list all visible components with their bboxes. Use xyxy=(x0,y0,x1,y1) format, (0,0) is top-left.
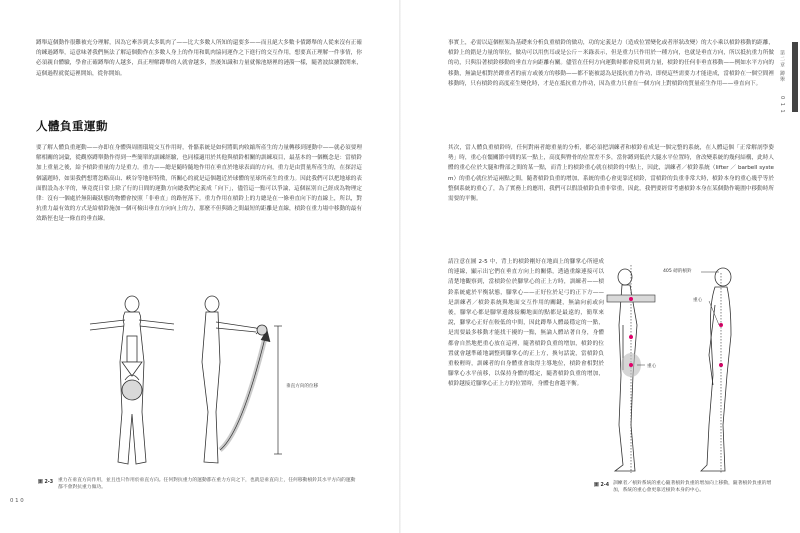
chapter-side-label: 第二章 蹲舉 xyxy=(779,50,785,83)
right-page xyxy=(401,0,800,533)
para-bottom: 請注意在圖 2-5 中，背上的槓鈴剛好在地面上的腳掌心所連成的連線，顯示出它們在垂直方向上的關係，透過重線連接可以清楚地觀察到，當槓鈴位於腳掌心的正上方時，訓練者——槓鈴系統處於平衡狀態，腳掌心——正好位於足弓的正下方——是訓練者／槓鈴系統與地面交互作用的關鍵，無論向前或向後，腳掌心都是腳掌邊緣接觸地面的點都是最遠的，簡單來說，腳掌心正好在較低的中間，因此蹲舉人體最穩定的一點，是需要最多移動才能找干擾的一點，無論人體站著自身，身體都會自然地把重心放在這裡，隨著槓鈴負重的增加，槓鈴的位置就會越準確地調整到腳掌心的正上方，換句話說，當槓鈴負重較輕時，訓練者的自身體重會取得主導地位，槓鈴會相對於腳掌心水平前移，以保持身體的穩定，隨著槓鈴負重的增加，槓鈴越接近腳掌心正上方的位置時，身體也會越平衡。 xyxy=(448,259,604,388)
section-heading: 人體負重運動 xyxy=(36,119,108,133)
figure-number: 圖 2-3 xyxy=(38,480,54,485)
figure-caption: 訓練者／槓鈴系統的重心隨著槓鈴負重的增加向上移動，隨著槓鈴負重的增加，系統的重心會更靠近槓鈴本身的中心。 xyxy=(613,481,772,493)
kettlebell-top xyxy=(257,325,267,335)
intro-paragraph: 蹲舉這個動作很難被充分理解，因為它牽涉到太多肌肉了——比大多數人所知的還要多——而且絕大多數卡債蹲舉的人從來沒有正確的練過蹲舉，這意味著我們無法了解這個動作在多數人身上的作用和肌肉協同運作之下進行的交互作用，想要真正理解一件事情，你必須親自體驗，學會正確蹲舉的人越多，真正理解蹲舉的人就會越多，然後知識和力量就像池塘裡的漣漪一樣，隨著波紋擴散開來，這個過程就從這裡開始，從你開始。 xyxy=(36,40,362,77)
left-page xyxy=(0,0,399,533)
kettlebell xyxy=(122,375,142,400)
figure-number: 圖 2-4 xyxy=(594,483,610,488)
system-cog-dot xyxy=(629,335,633,339)
page-number: 0 1 0 xyxy=(10,498,24,504)
vertical-displacement-bracket xyxy=(274,326,282,454)
para-top: 事實上，必需以這個框架為基礎來分析負重槓鈴的做功，功的定義是力（造成位置變化或者形狀改變）的大小乘以槓鈴移動的距離，槓鈴上的錯是力量的單位，做功可以用焦耳或是公斤－米錄表示，但是重力只作用於一種方向，也就是垂直方向，所以抵抗重力所做的功，只與沿著槓鈴移動的垂直方向距離有關。儘管在任何方向運動時都會使用到力量，槓鈴的任何非垂直移動——例如水平方向的移動，無論是相對於蹲重者的前方或後方的移動——都不能被認為是抵抗重力作功，即便這些需要力才能達成，當槓鈴在一個空間裡移動時，只有槓鈴的高度產生變化時，才是在抵抗重力作功，因為重力只會在一個方向上對槓鈴的質量產生作用——垂直向下。 xyxy=(448,40,774,87)
label-barbell-weight: 405 磅的槓鈴 xyxy=(663,269,692,274)
swing-arc xyxy=(220,330,270,450)
vertical-displacement-label: 垂直方向的位移 xyxy=(286,384,319,389)
page-number: 0 1 1 xyxy=(779,96,785,114)
label-cog-mid: 重心 xyxy=(647,364,657,369)
person-side-profile xyxy=(701,268,731,471)
chapter-side-tab xyxy=(792,42,798,112)
body-cog-dot xyxy=(629,363,633,367)
figure-caption: 重力在垂直方向作用，並且也只作用於垂直方向。任何對抗重力的運動都在重力方向之下，也就是垂直向上，任何移動槓鈴其水平方向的運動都不會對抗重力做功。 xyxy=(58,478,356,490)
para-middle: 其次，當人體負重槓鈴時，任何對兩者總重量的分析，都必須把訓練者和槓鈴看成是一個完整的系統，在人體這個「正常解剖學姿勢」時，重心在髖關節中間的某一點上，高度與臀骨的位置差不多，當你蹲到低於大腿水平位置時，會改變系統的幾何結構，此時人體的重心位於大腿和臀部之間的某一點，而背上的槓鈴重心就在槓鈴的中點上，因此，訓練者／槓鈴系統（lifter ／ barbell system）的重心就位於這兩點之間，隨著槓鈴負重的增加，系統的重心會更靠近槓鈴，當槓鈴的負重非常大時，槓鈴本身的重心幾乎等於整個系統的重心了，為了實務上的應用，我們可以假設槓鈴負重非常重，因此，我們要經常考慮槓鈴本身在某個動作範圍中移動時所需要的平衡。 xyxy=(448,145,774,203)
figure-2-3-illustration xyxy=(70,282,360,472)
barbell-center-dot xyxy=(629,297,633,301)
body-paragraph: 要了解人體負重運動——亦即在身體與周圍環境交互作用時，骨骼系統是如何將肌肉收縮所產生的力量轉移到運動中——就必須要理解相關的詞彙，從觀察蹲舉動作得到一些簡單的訓練經驗，也同樣適用於其他與槓鈴相關的訓練項目，最基本的一個概念是：當槓鈴加上重量之後，給予槓鈴重量的力是重力。重力——總是隨時隨地作用在垂直於地球表面的方向，重力是由質量所產生的，在探討這個議題時，如果我們想將忽略高山、峽谷等地形特徵，所關心的就是這個趨近於球體的星球所產生的重力。因此我們可以把地球的表面假設為水平的，畢竟從日常上除了行的日間的運動方向總我們定義成「向下」，儘管這一點可以爭論，這個區別自己經成為物理定律：沒有一個處於無阻礙狀態的物體會按照「非垂直」的路徑落下。重力作用在槓鈴上的力總是在一條垂直向下的直線上，所以，對抗重力最有效的方式是給槓鈴施加一個可檢出垂直方向向上的力，那麼不但與路之間最短的距離是直線，槓鈴在重力場中移動的最有效路徑也是一條直的垂直線。 xyxy=(36,145,362,223)
label-cog-top: 重心 xyxy=(693,298,703,303)
down-arrow xyxy=(122,336,142,376)
